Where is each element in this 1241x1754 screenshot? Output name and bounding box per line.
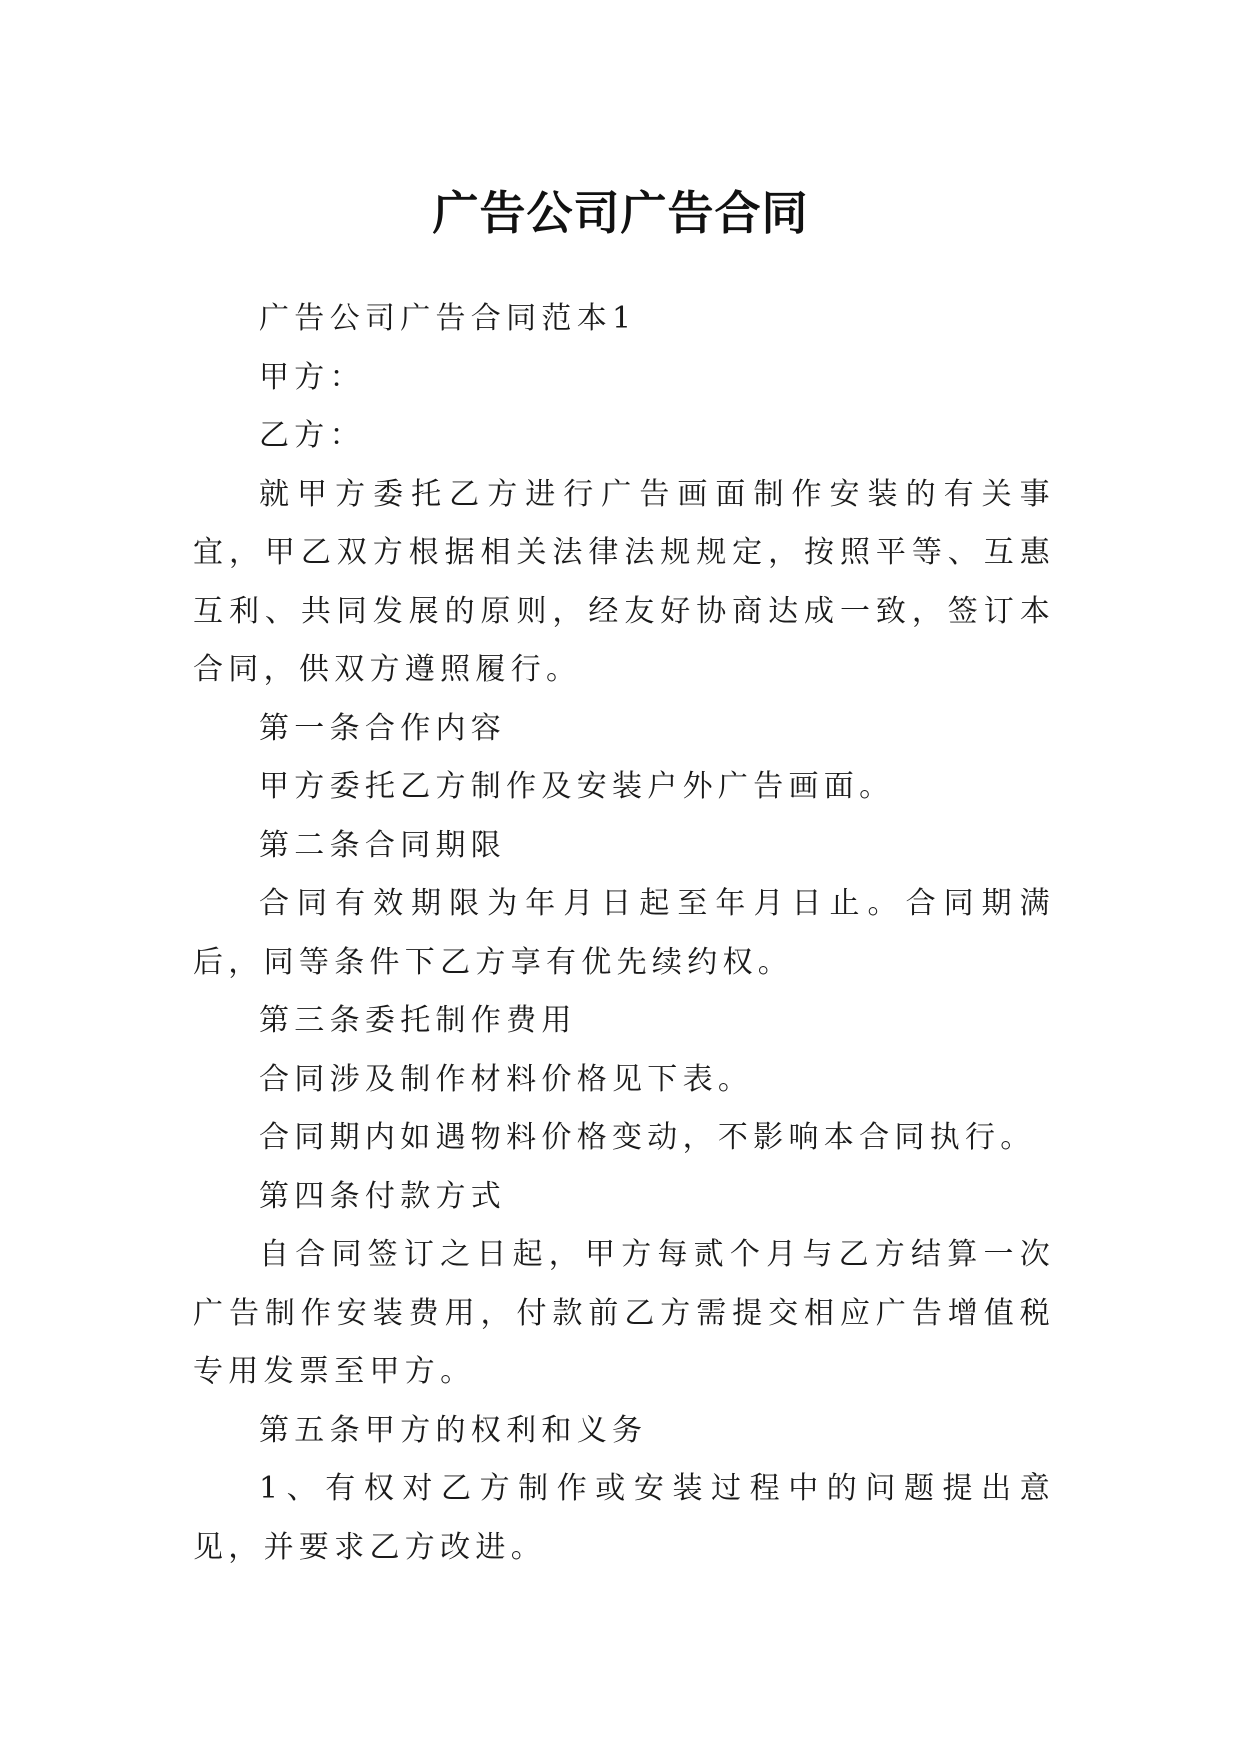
paragraph-price-table: 合同涉及制作材料价格见下表。 [259, 1061, 754, 1097]
document-title: 广告公司广告合同 [432, 185, 809, 240]
section-heading-2: 第二条合同期限 [259, 827, 507, 863]
paragraph-preamble: 就甲方委托乙方进行广告画面制作安装的有关事宜，甲乙双方根据相关法律法规规定，按照平等、互惠互利、共同发展的原则，经友好协商达成一致，签订本合同，供双方遵照履行。 [193, 476, 1055, 687]
paragraph-right-1: 1、有权对乙方制作或安装过程中的问题提出意见，并要求乙方改进。 [193, 1471, 1055, 1565]
document-body [193, 290, 1055, 1577]
paragraph-price-change: 合同期内如遇物料价格变动，不影响本合同执行。 [259, 1120, 1036, 1155]
paragraph-party-b: 乙方： [259, 418, 365, 453]
paragraph-template-name: 广告公司广告合同范本1 [259, 301, 637, 336]
section-heading-3: 第三条委托制作费用 [259, 1003, 577, 1038]
paragraph-cooperation: 甲方委托乙方制作及安装户外广告画面。 [259, 769, 895, 804]
paragraph-party-a: 甲方： [259, 359, 365, 395]
paragraph-payment: 自合同签订之日起，甲方每贰个月与乙方结算一次广告制作安装费用，付款前乙方需提交相应广告增值税专用发票至甲方。 [193, 1237, 1055, 1389]
section-heading-5: 第五条甲方的权利和义务 [259, 1412, 648, 1448]
section-heading-1: 第一条合作内容 [259, 710, 507, 746]
section-heading-4: 第四条付款方式 [259, 1178, 507, 1214]
paragraph-term: 合同有效期限为年月日起至年月日止。合同期满后，同等条件下乙方享有优先续约权。 [193, 886, 1055, 980]
